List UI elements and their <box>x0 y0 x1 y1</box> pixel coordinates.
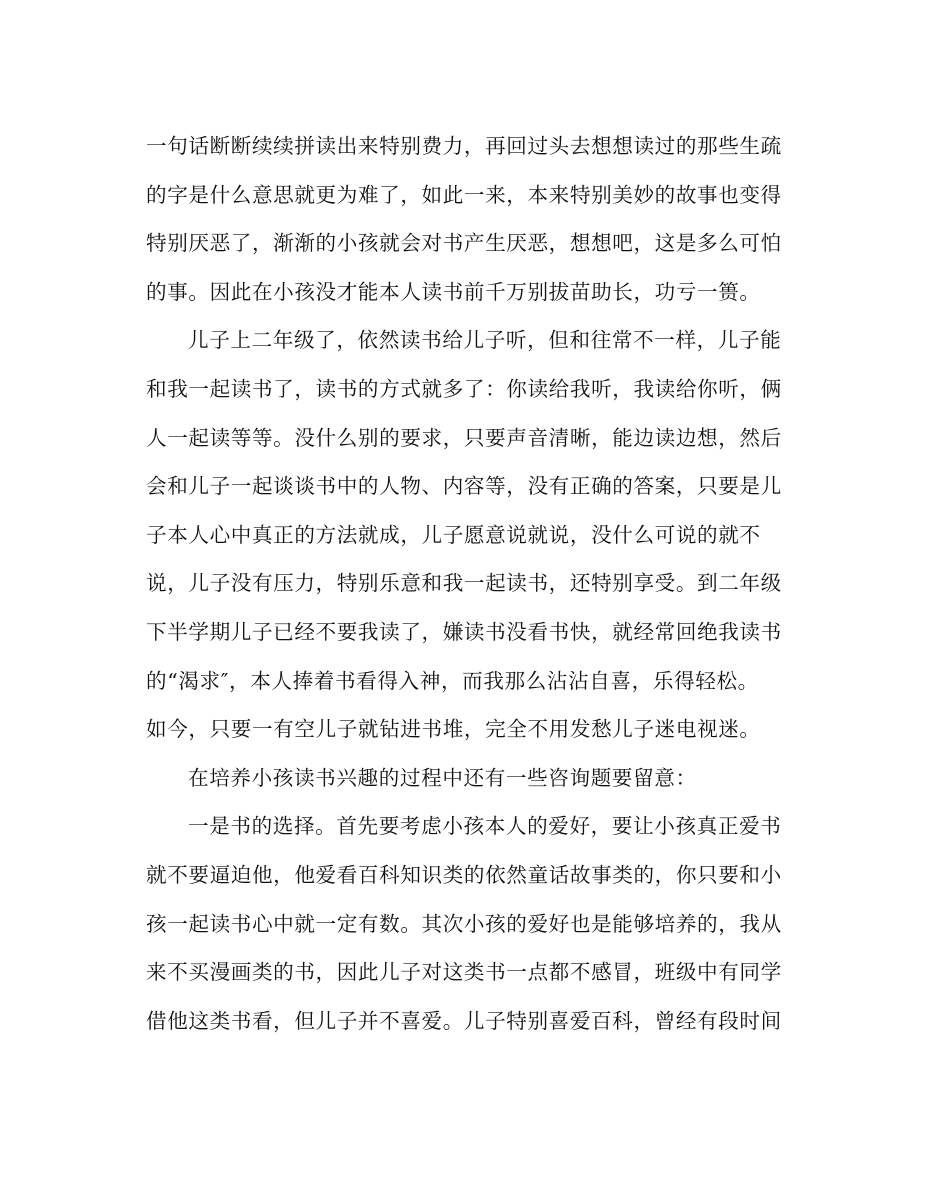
paragraph-first-line: 在培养小孩读书兴趣的过程中还有一些咨询题要留意： <box>188 765 697 790</box>
text-line: 下半学期儿子已经不要我读了，嫌读书没看书快，就经常回绝我读书 <box>146 619 782 644</box>
text-line: 的事。因此在小孩没才能本人读书前千万别拔苗助长，功亏一篑。 <box>146 279 761 304</box>
text-line: 和我一起读书了，读书的方式就多了：你读给我听，我读给你听，俩 <box>146 376 782 401</box>
text-line: 来不买漫画类的书，因此儿子对这类书一点都不感冒，班级中有同学 <box>146 960 782 985</box>
text-line: 特别厌恶了，渐渐的小孩就会对书产生厌恶，想想吧，这是多么可怕 <box>146 231 782 256</box>
text-line: 如今，只要一有空儿子就钻进书堆，完全不用发愁儿子迷电视迷。 <box>146 717 761 742</box>
text-line: 借他这类书看，但儿子并不喜爱。儿子特别喜爱百科，曾经有段时间 <box>146 1008 782 1033</box>
text-line: 就不要逼迫他，他爱看百科知识类的依然童话故事类的，你只要和小 <box>146 862 782 887</box>
text-line: 的“渴求″，本人捧着书看得入神，而我那么沾沾自喜，乐得轻松。 <box>146 668 759 693</box>
paragraph-first-line: 儿子上二年级了，依然读书给儿子听，但和往常不一样，儿子能 <box>188 328 782 353</box>
paragraph-first-line: 一是书的选择。首先要考虑小孩本人的爱好，要让小孩真正爱书 <box>188 814 782 839</box>
body-text <box>146 126 806 1049</box>
text-line: 子本人心中真正的方法就成，儿子愿意说就说，没什么可说的就不 <box>146 522 761 547</box>
text-line: 说，儿子没有压力，特别乐意和我一起读书，还特别享受。到二年级 <box>146 571 782 596</box>
text-line: 的字是什么意思就更为难了，如此一来，本来特别美妙的故事也变得 <box>146 182 782 207</box>
text-line: 孩一起读书心中就一定有数。其次小孩的爱好也是能够培养的，我从 <box>146 911 782 936</box>
text-line: 一句话断断续续拼读出来特别费力，再回过头去想想读过的那些生疏 <box>146 134 782 158</box>
text-line: 人一起读等等。没什么别的要求，只要声音清晰，能边读边想，然后 <box>146 425 782 450</box>
text-line: 会和儿子一起谈谈书中的人物、内容等，没有正确的答案，只要是儿 <box>146 474 782 499</box>
